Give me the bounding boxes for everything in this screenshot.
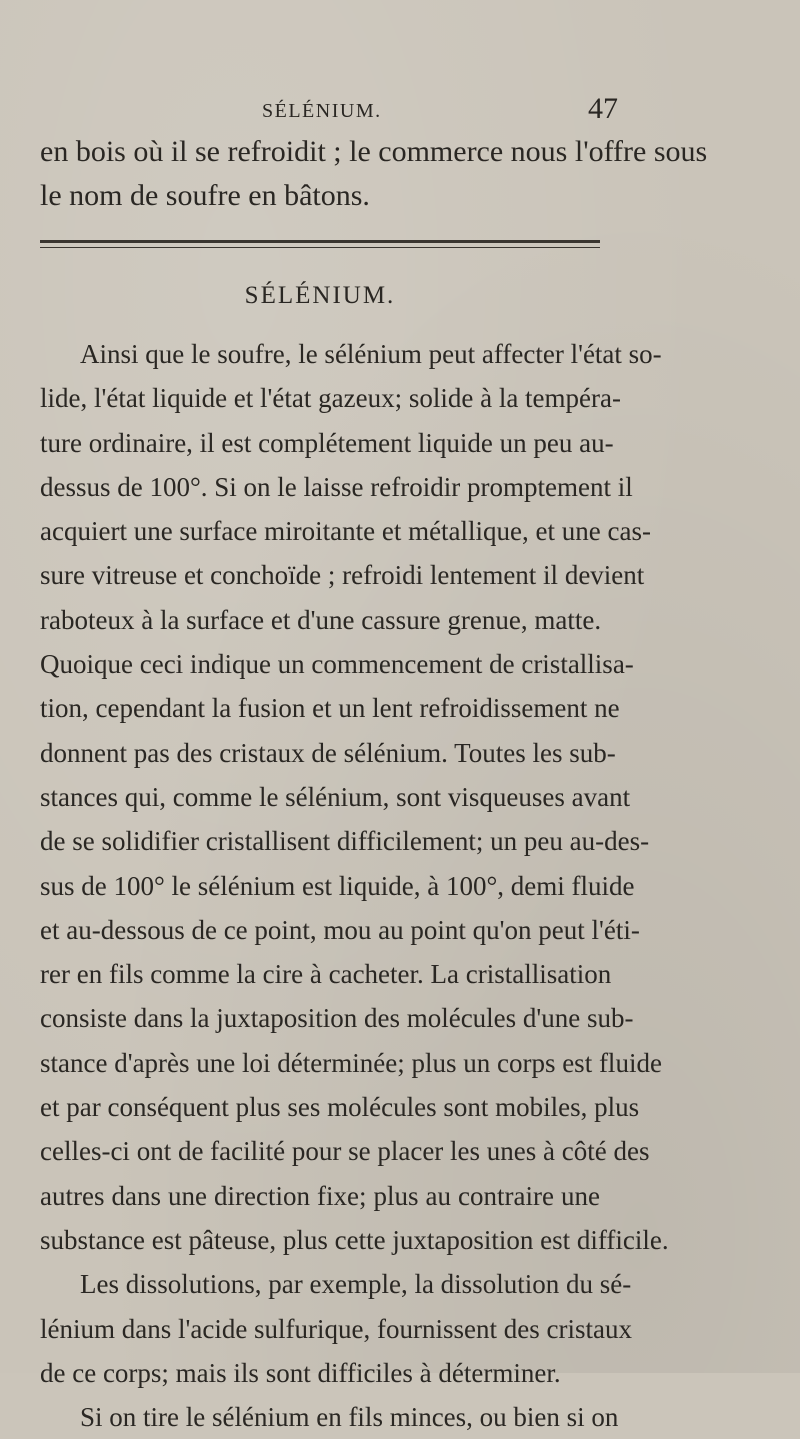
text-line: sus de 100° le sélénium est liquide, à 100°, demi fluide [40,870,635,901]
page-number: 47 [588,92,618,125]
carry-over-paragraph [40,130,708,218]
text-line: stance d'après une loi déterminée; plus un corps est fluide [40,1047,662,1078]
section-title: SÉLÉNIUM. [244,282,396,309]
text-line: et au-dessous de ce point, mou au point qu'on peut l'éti- [40,914,640,945]
text-line: donnent pas des cristaux de sélénium. Toutes les sub- [40,737,616,768]
section-divider-thin [40,247,600,248]
text-line: rer en fils comme la cire à cacheter. La cristallisation [40,959,612,990]
text-line: Les dissolutions, par exemple, la dissolution du sé- [80,1269,632,1300]
text-line: ture ordinaire, il est complétement liquide un peu au- [40,427,614,458]
text-line: celles-ci ont de facilité pour se placer les unes à côté des [40,1136,650,1167]
text-line: consiste dans la juxtaposition des molécules d'une sub- [40,1003,634,1034]
text-line: Quoique ceci indique un commencement de cristallisa- [40,649,634,680]
text-line: en bois où il se refroidit ; le commerce nous l'offre sous [40,135,708,168]
text-line: de se solidifier cristallisent difficilement; un peu au-des- [40,826,650,857]
text-line: tion, cependant la fusion et un lent refroidissement ne [40,693,620,724]
text-line: raboteux à la surface et d'une cassure grenue, matte. [40,604,602,635]
text-line: lide, l'état liquide et l'état gazeux; solide à la tempéra- [40,383,621,414]
text-line: acquiert une surface miroitante et métallique, et une cas- [40,516,651,547]
text-line: lénium dans l'acide sulfurique, fournissent des cristaux [40,1313,632,1344]
text-line: de ce corps; mais ils sont difficiles à déterminer. [40,1357,561,1388]
section-divider-thick [40,240,600,243]
text-line: Ainsi que le soufre, le sélénium peut affecter l'état so- [80,339,662,369]
text-line: sure vitreuse et conchoïde ; refroidi lentement il devient [40,560,645,591]
text-line: substance est pâteuse, plus cette juxtaposition est difficile. [40,1224,669,1255]
running-head [0,92,800,132]
running-title: SÉLÉNIUM. [262,100,382,122]
text-line: stances qui, comme le sélénium, sont visqueuses avant [40,781,631,812]
text-line: et par conséquent plus ses molécules sont mobiles, plus [40,1092,640,1123]
text-line: le nom de soufre en bâtons. [40,179,370,212]
text-line: dessus de 100°. Si on le laisse refroidir promptement il [40,471,633,502]
section-body [40,332,669,1439]
text-line: Si on tire le sélénium en fils minces, ou bien si on [80,1402,619,1433]
text-line: autres dans une direction fixe; plus au contraire une [40,1180,600,1211]
